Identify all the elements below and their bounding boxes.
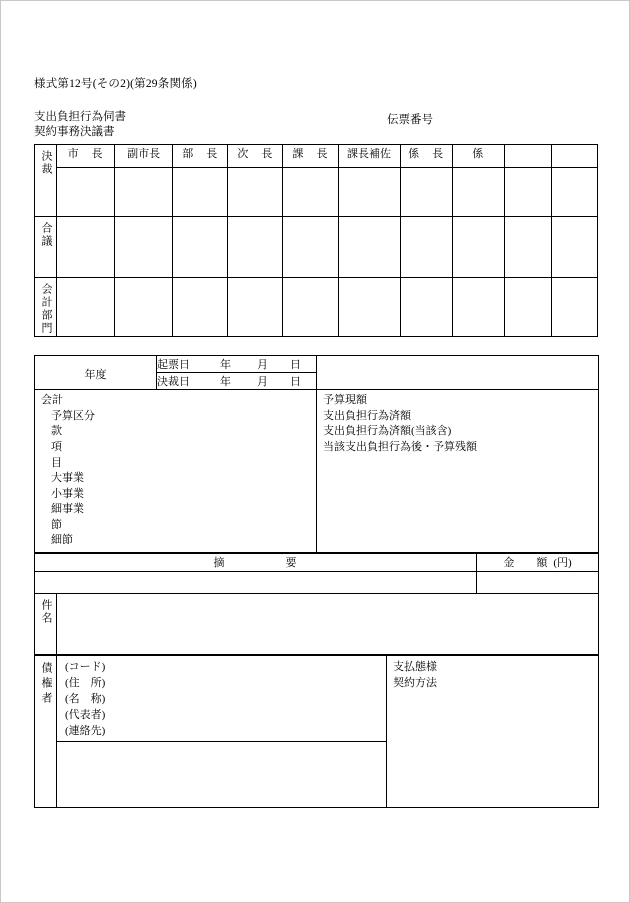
- form-number: 様式第12号(その2)(第29条関係): [34, 78, 197, 90]
- approval-cell[interactable]: [400, 168, 452, 217]
- form-sheet: [34, 75, 598, 808]
- creditor-fields-list: [57, 656, 386, 741]
- day-unit: 日: [290, 359, 301, 372]
- summary-blank-cell[interactable]: [35, 571, 477, 593]
- budget-item-budget-category: 予算区分: [51, 409, 95, 422]
- subject-label-cell: [35, 593, 57, 654]
- creditor-field-name: (名 称): [65, 693, 106, 706]
- creditor-blank-cell[interactable]: [57, 742, 387, 808]
- approval-col-mayor: 市 長: [57, 145, 115, 168]
- summary-tekiyou-header: 摘 要: [35, 553, 477, 571]
- budget-body-row: [35, 390, 599, 553]
- approval-cell[interactable]: [338, 217, 400, 278]
- budget-amount-committed-incl: 支出負担行為済額(当該含): [323, 425, 452, 438]
- decision-date-label: 決裁日: [157, 376, 190, 389]
- budget-right-header-cell: [317, 356, 599, 390]
- creditor-label: 債権者: [40, 661, 52, 707]
- summary-amount-cell[interactable]: [477, 571, 599, 593]
- approval-cell[interactable]: [283, 278, 338, 337]
- budget-classification-cell[interactable]: [35, 390, 317, 553]
- title-row: [34, 110, 598, 140]
- budget-item-accounting: 会計: [41, 394, 63, 407]
- approval-cell[interactable]: [551, 168, 597, 217]
- approval-col-assistant-section-chief: 課長補佐: [338, 145, 400, 168]
- budget-amounts-list: [317, 390, 598, 458]
- approval-col-extra-1: [504, 145, 551, 168]
- subject-label: 件名: [40, 598, 52, 625]
- approval-cell[interactable]: [283, 217, 338, 278]
- approval-cell[interactable]: [228, 217, 283, 278]
- document-title: [34, 110, 126, 140]
- budget-item-large-project: 大事業: [51, 472, 84, 485]
- creditor-fields-cell[interactable]: [57, 655, 387, 741]
- approval-cell[interactable]: [338, 278, 400, 337]
- summary-blank-row: [35, 571, 599, 593]
- approval-cell[interactable]: [173, 278, 228, 337]
- slip-number-label: 伝票番号: [387, 114, 433, 126]
- budget-amount-current: 予算現額: [323, 394, 367, 407]
- approval-cell[interactable]: [452, 278, 504, 337]
- creditor-field-representative: (代表者): [65, 709, 106, 722]
- budget-amount-committed: 支出負担行為済額: [323, 409, 411, 422]
- summary-subject-row: [35, 593, 599, 654]
- approval-cell[interactable]: [228, 278, 283, 337]
- spacer: [34, 337, 598, 355]
- creditor-table: [34, 655, 599, 808]
- budget-classification-list: [35, 390, 316, 552]
- approval-cell[interactable]: [173, 217, 228, 278]
- budget-table: [34, 355, 599, 553]
- approval-signature-row-decision: [35, 168, 598, 217]
- approval-col-department-chief: 部 長: [173, 145, 228, 168]
- approval-cell[interactable]: [400, 217, 452, 278]
- budget-amount-remaining: 当該支出負担行為後・予算残額: [323, 441, 477, 454]
- budget-item-sub-setsu: 細節: [51, 534, 73, 547]
- approval-col-vice-mayor: 副市長: [115, 145, 173, 168]
- approval-cell[interactable]: [57, 278, 115, 337]
- approval-row-label-consultation: 合議: [35, 217, 57, 278]
- creditor-field-code: (コード): [65, 660, 106, 673]
- approval-cell[interactable]: [338, 168, 400, 217]
- day-unit: 日: [290, 376, 301, 389]
- payment-method-cell[interactable]: [387, 655, 599, 807]
- budget-item-kan: 款: [51, 425, 62, 438]
- approval-row-label-decision: 決裁: [35, 145, 57, 217]
- year-unit: 年: [220, 359, 231, 372]
- creditor-info-row: [35, 655, 599, 741]
- summary-amount-unit: (円): [553, 556, 572, 569]
- fiscal-year-cell[interactable]: [35, 356, 157, 390]
- contract-method-label: 契約方法: [393, 677, 437, 690]
- approval-cell[interactable]: [173, 168, 228, 217]
- fiscal-year-label: 年度: [84, 368, 107, 381]
- approval-col-staff: 係: [452, 145, 504, 168]
- approval-col-section-chief: 課 長: [283, 145, 338, 168]
- budget-item-detail-project: 細事業: [51, 503, 84, 516]
- draft-date-label: 起票日: [157, 359, 190, 372]
- approval-cell[interactable]: [57, 168, 115, 217]
- budget-item-kou: 項: [51, 441, 62, 454]
- decision-date-cell[interactable]: [157, 373, 317, 390]
- approval-row-label-accounting: 会計部門: [35, 278, 57, 337]
- summary-table: [34, 553, 599, 655]
- month-unit: 月: [257, 359, 268, 372]
- approval-signature-row-consultation: [35, 217, 598, 278]
- approval-table: [34, 144, 598, 337]
- approval-cell[interactable]: [504, 278, 551, 337]
- creditor-field-address: (住 所): [65, 677, 106, 690]
- budget-item-moku: 目: [51, 456, 62, 469]
- budget-item-setsu: 節: [51, 518, 62, 531]
- summary-amount-label: 金 額: [503, 556, 548, 569]
- approval-cell[interactable]: [452, 168, 504, 217]
- draft-date-cell[interactable]: [157, 356, 317, 373]
- document-title-line2: 契約事務決議書: [34, 126, 115, 139]
- creditor-label-cell: [35, 655, 57, 807]
- budget-date-row-1: [35, 356, 599, 373]
- budget-amounts-cell[interactable]: [317, 390, 599, 553]
- approval-col-deputy-chief: 次 長: [228, 145, 283, 168]
- summary-amount-header: [477, 553, 599, 571]
- approval-cell[interactable]: [283, 168, 338, 217]
- approval-col-extra-2: [551, 145, 597, 168]
- approval-cell[interactable]: [57, 217, 115, 278]
- creditor-field-contact: (連絡先): [65, 725, 106, 738]
- approval-cell[interactable]: [115, 278, 173, 337]
- approval-signature-row-accounting: [35, 278, 598, 337]
- summary-header-row: [35, 553, 599, 571]
- payment-type-label: 支払態様: [393, 660, 437, 673]
- approval-cell[interactable]: [504, 217, 551, 278]
- approval-cell[interactable]: [551, 278, 597, 337]
- approval-cell[interactable]: [551, 217, 597, 278]
- approval-cell[interactable]: [452, 217, 504, 278]
- approval-cell[interactable]: [504, 168, 551, 217]
- subject-value-cell[interactable]: [57, 593, 599, 654]
- year-unit: 年: [220, 376, 231, 389]
- approval-col-subsection-chief: 係 長: [400, 145, 452, 168]
- approval-cell[interactable]: [115, 168, 173, 217]
- approval-cell[interactable]: [400, 278, 452, 337]
- payment-method-list: [387, 656, 598, 693]
- budget-item-small-project: 小事業: [51, 487, 84, 500]
- approval-cell[interactable]: [115, 217, 173, 278]
- month-unit: 月: [257, 376, 268, 389]
- document-title-line1: 支出負担行為伺書: [34, 111, 126, 123]
- approval-cell[interactable]: [228, 168, 283, 217]
- approval-header-row: [35, 145, 598, 168]
